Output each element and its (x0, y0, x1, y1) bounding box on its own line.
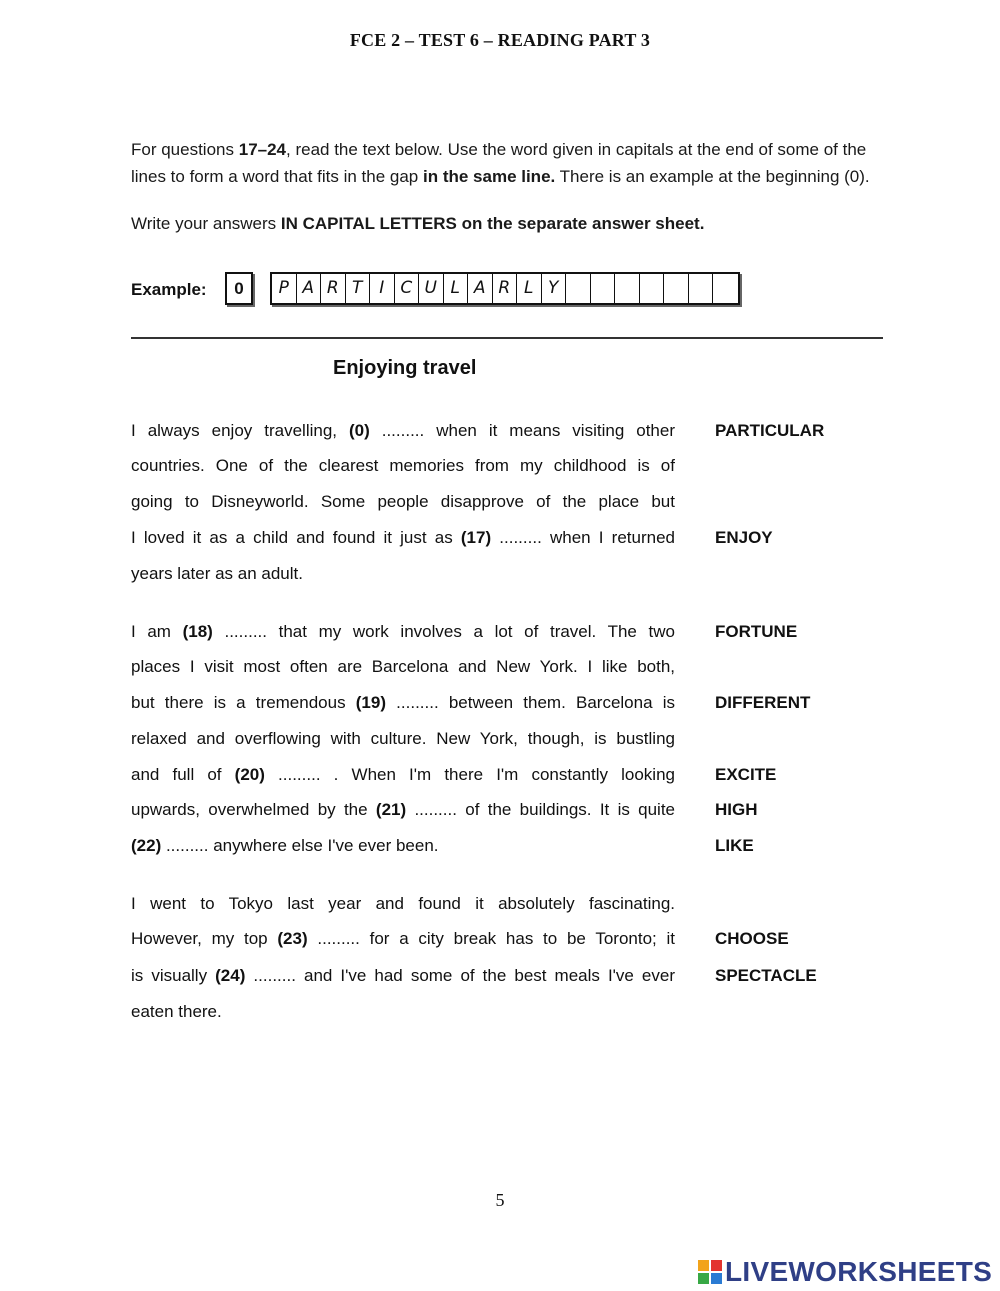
answer-letter-box (615, 274, 640, 303)
passage-line (131, 1000, 675, 1024)
passage-text: going to Disneyworld. Some people disapprove of the place but (131, 492, 675, 511)
example-row (131, 272, 891, 308)
instructions-emphasis: in the same line. (422, 167, 556, 186)
gap-number: (19) (355, 693, 386, 712)
passage-text: I loved it as a child and found it just as (131, 528, 461, 547)
gap-number: (21) (375, 800, 407, 819)
brand-name: LIVEWORKSHEETS (725, 1256, 993, 1287)
answer-letter-box: R (493, 274, 518, 303)
passage-line (131, 798, 675, 822)
passage-text: I always enjoy travelling, (131, 421, 349, 440)
example-label: Example: (131, 280, 207, 299)
cue-word: PARTICULAR (715, 421, 825, 440)
liveworksheets-logo (698, 1258, 992, 1286)
instructions-paragraph (131, 136, 883, 190)
instructions-emphasis: IN CAPITAL LETTERS on the separate answer sheet. (280, 214, 705, 233)
passage-text: ......... of the buildings. It is quite (406, 800, 676, 819)
passage-line (131, 691, 675, 715)
passage-line (131, 490, 675, 514)
cue-word: CHOOSE (715, 929, 789, 948)
passage-text: I went to Tokyo last year and found it absolutely fascinating. (131, 894, 675, 913)
gap-number: (22) (131, 836, 162, 855)
cue-word: DIFFERENT (715, 693, 811, 712)
passage-text: eaten there. (131, 1002, 222, 1021)
passage-text: is visually (131, 966, 216, 985)
instructions-text: Write your answers (131, 214, 281, 233)
passage-text: relaxed and overflowing with culture. New York, though, is bustling (131, 729, 675, 748)
answer-letter-box (640, 274, 665, 303)
example-answer-boxes (270, 272, 740, 305)
cue-word: EXCITE (715, 765, 777, 784)
instructions-text: , read the text below. Use the word given in capitals at the end of some of the lines to form a word that fits in the gap (131, 140, 867, 186)
passage-text: ......... for a city break has to be Toronto; it (307, 929, 675, 948)
passage-line (131, 620, 675, 644)
passage-text: ......... anywhere else I've ever been. (161, 836, 439, 855)
answer-letter-box (664, 274, 689, 303)
gap-number: (18) (182, 622, 213, 641)
passage-text: ......... . When I'm there I'm constantly looking (264, 765, 675, 784)
answer-letter-box: R (321, 274, 346, 303)
gap-number: (17) (460, 528, 492, 547)
answer-letter-box (566, 274, 591, 303)
passage-line (131, 834, 675, 858)
passage-text: but there is a tremendous (131, 693, 356, 712)
gap-number: (23) (277, 929, 308, 948)
answer-letter-box: Y (542, 274, 567, 303)
cue-word: LIKE (715, 836, 754, 855)
answer-letter-box: P (272, 274, 297, 303)
answer-letter-box: U (419, 274, 444, 303)
instructions-text: There is an example at the beginning (0). (555, 167, 870, 186)
cue-word: FORTUNE (715, 622, 798, 641)
answer-letter-box: T (346, 274, 371, 303)
passage-text: I am (131, 622, 183, 641)
answer-letter-box: A (468, 274, 493, 303)
cue-word: SPECTACLE (715, 966, 817, 985)
instructions-text: For questions (131, 140, 239, 159)
answer-letter-box: L (444, 274, 469, 303)
passage-text: and full of (131, 765, 235, 784)
gap-number: (24) (215, 966, 246, 985)
section-divider (131, 337, 883, 339)
passage-text: ......... and I've had some of the best meals I've ever (245, 966, 676, 985)
passage-line (131, 419, 675, 443)
question-range: 17–24 (238, 140, 287, 159)
answer-instructions (131, 210, 883, 237)
passage-line (131, 892, 675, 916)
cue-word: HIGH (715, 800, 758, 819)
passage-text: ......... when it means visiting other (369, 421, 675, 440)
passage-text: ......... that my work involves a lot of travel. The two (212, 622, 675, 641)
passage-text: ......... between them. Barcelona is (386, 693, 675, 712)
passage-line (131, 655, 675, 679)
answer-letter-box (713, 274, 738, 303)
passage-line (131, 526, 675, 550)
answer-letter-box (591, 274, 616, 303)
answer-letter-box (689, 274, 714, 303)
example-number-box: 0 (225, 272, 253, 305)
answer-letter-box: I (370, 274, 395, 303)
text-title: Enjoying travel (333, 357, 477, 379)
answer-letter-box: C (395, 274, 420, 303)
passage-text: places I visit most often are Barcelona and New York. I like both, (131, 657, 675, 676)
cue-word: ENJOY (715, 528, 773, 547)
passage-line (131, 562, 675, 586)
passage-text: upwards, overwhelmed by the (131, 800, 376, 819)
answer-letter-box: L (517, 274, 542, 303)
passage-line (131, 727, 675, 751)
liveworksheets-icon (698, 1260, 722, 1284)
passage-text: years later as an adult. (131, 564, 303, 583)
page-header: FCE 2 – TEST 6 – READING PART 3 (349, 30, 651, 50)
passage-text: ......... when I returned (491, 528, 675, 547)
gap-number: (20) (234, 765, 265, 784)
page-number: 5 (495, 1190, 505, 1210)
passage-line (131, 454, 675, 478)
passage-line (131, 964, 675, 988)
gap-number: (0) (348, 421, 370, 440)
passage-line (131, 763, 675, 787)
passage-text: However, my top (131, 929, 278, 948)
passage-line (131, 927, 675, 951)
answer-letter-box: A (297, 274, 322, 303)
passage-text: countries. One of the clearest memories from my childhood is of (131, 456, 675, 475)
